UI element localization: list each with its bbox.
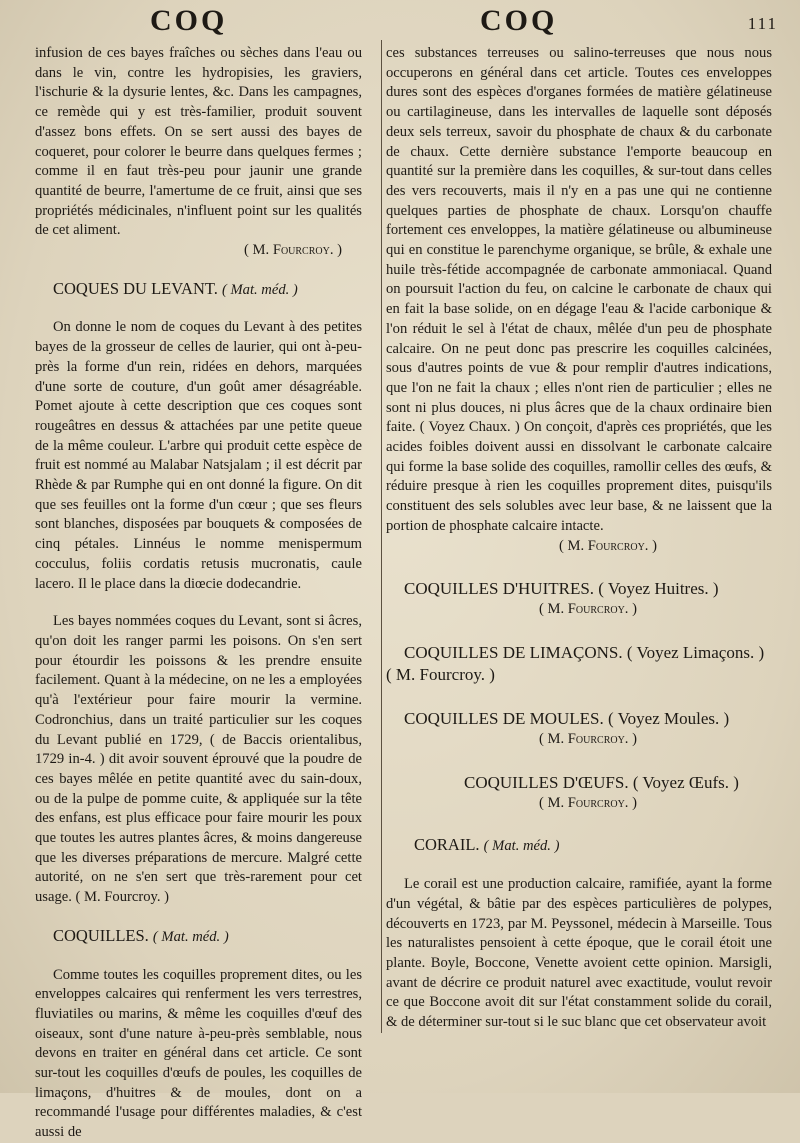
paragraph: Les bayes nommées coques du Levant, sont si âcres, qu'on doit les ranger parmi les poisons. On s'en sert pour étourdir les poissons & les prendre ensuite facilement. Quant à la médecine, on ne les a employées qu'à l'extérieur pour faire mourir la vermine. Codronchius, dans un traité particulier sur les coques du Levant publié en 1729, ( de Baccis orientalibus, 1729 in-4. ) dit avoir souvent éprouvé que la poudre de ces bayes mêlée en petite quantité avec du sain-doux, ou de la pulpe de pomme cuite, & appliquée sur la tête des enfans, est plus efficace pour faire mourir les poux que toutes les autres plantes âcres, & moins dangereuse que les diverses préparations de mercure. Malgré cette autorité, on ne s'en sert que très-rarement pour cet usage. ( M. Fourcroy. ) bbox=[35, 613, 362, 906]
running-head-right: COQ bbox=[480, 4, 558, 37]
entry-heading: COQUILLES D'HUITRES. ( Voyez Huitres. ) bbox=[404, 579, 719, 599]
entry-category: ( Mat. méd. ) bbox=[483, 838, 560, 855]
right-column bbox=[386, 44, 772, 1033]
paragraph: infusion de ces bayes fraîches ou sèches dans l'eau ou dans le vin, contre les hydropisies, les graviers, l'ischurie & la dysurie lentes, &c. Dans les campagnes, ce remède qui y est très-familier, produit souvent d'assez bons effets. On se sert aussi des bayes de coqueret, pour colorer le beurre dans quelques fermes ; comme il en faut très-peu pour jaunir une grande quantité de beurre, l'amertume de ce fruit, ainsi que ses propriétés médicinales, n'influent point sur les qualités de cet aliment. bbox=[35, 45, 362, 239]
column-divider bbox=[381, 40, 382, 1033]
author-signature: ( M. Fourcroy. ) bbox=[559, 537, 657, 554]
running-head-left: COQ bbox=[150, 4, 228, 37]
page-number: 111 bbox=[747, 14, 778, 33]
entry-heading: COQUILLES D'ŒUFS. ( Voyez Œufs. ) bbox=[464, 772, 739, 792]
entry-heading bbox=[386, 835, 772, 857]
paragraph: Comme toutes les coquilles proprement dites, ou les enveloppes calcaires qui renferment les vers terrestres, fluviatiles ou marins, & même les coquilles d'œuf des oiseaux, sont d'une nature à-peu-près semblable, nous devons en traiter en général dans cet article. Ce sont sur-tout les coquilles d'œufs de poules, les coquilles de limaçons, d'huitres & de moules, dont on a recommandé l'usage pour différentes maladies, & c'est aussi de bbox=[35, 966, 362, 1141]
paragraph: On donne le nom de coques du Levant à des petites bayes de la grosseur de celles de laurier, qui ont à-peu-près la forme d'un rein, ridées en dehors, marquées d'une sorte de couture, d'un goût amer désagréable. Pomet ajoute à cette description que ces coques sont rougeâtres en dessus & attachées par une petite queue de la même couleur. L'arbre qui produit cette espèce de fruit est nommé au Malabar Natsjalam ; il est décrit par Rhède & par Rumphe qui en ont donné la figure. On dit que ses feuilles ont la forme d'un cœur ; que ses fleurs sont blanches, disposées par bouquets & composées de cinq pétales. Linnéus le nomme menispermum cocculus, foliis cordatis retusis mucronatis, caule lacero. Il le place dans la diœcie dodecandrie. bbox=[35, 319, 362, 592]
left-column bbox=[35, 44, 362, 1143]
entry-heading bbox=[35, 926, 362, 948]
author-signature: ( M. Fourcroy. ) bbox=[539, 730, 637, 747]
paragraph: ces substances terreuses ou salino-terreuses que nous nous occuperons en général dans cet article. Toutes ces enveloppes dures sont des espèces d'organes formées de matière gélatineuse ou cartilagineuse, dans les intervalles de laquelle sont déposés deux sels terreux, savoir du phosphate de chaux & du carbonate de chaux. Cette dernière substance l'emporte beaucoup en quantité sur la première dans les coquilles, & sur-tout dans celles des vers recouverts, mais il n'y en a pas une qui ne contienne quelques parties de phosphate de chaux. Lorsqu'on chauffe fortement ces enveloppes, la matière gélatineuse ou albumineuse qui en constitue le parenchyme organique, se brûle, & exhale une huile très-fétide accompagnée de carbonate ammoniacal. Quand on poursuit l'action du feu, on calcine le carbonate de chaux qui en fait la base solide, on en dégage l'eau & l'acide carbonique & l'on réduit le sel à l'état de chaux, mêlée d'un peu de phosphate calcaire. On ne peut donc pas prescrire les coquilles calcinées, sous d'autres points de vue & pour remplir d'autres indications, que l'on ne fait la chaux ; elles n'ont rien de particulier ; elles ne sont ni plus douces, ni plus âcres que de la chaux ordinaire bien faite. ( Voyez Chaux. ) On conçoit, d'après ces propriétés, que les acides foibles doivent aussi en dissolvant le carbonate calcaire qui forme la base solide des coquilles, ramollir celles des œufs, & réduire presque à rien les coquilles proprement dites, puisqu'ils constituent des sels solubles avec leur base, & ne laissent que la portion de phosphate calcaire intacte. bbox=[386, 45, 772, 534]
entry-title: CORAIL. bbox=[414, 835, 480, 855]
entry-title: COQUILLES. bbox=[53, 925, 149, 945]
entry-heading: COQUILLES DE LIMAÇONS. ( Voyez Limaçons. ) ( M. Fourcroy. ) bbox=[386, 642, 765, 684]
author-signature: ( M. Fourcroy. ) bbox=[539, 794, 637, 811]
entry-category: ( Mat. méd. ) bbox=[152, 928, 229, 945]
author-signature: ( M. Fourcroy. ) bbox=[244, 242, 342, 259]
entry-title: COQUES DU LEVANT. bbox=[53, 278, 218, 298]
author-signature: ( M. Fourcroy. ) bbox=[539, 601, 637, 618]
entry-category: ( Mat. méd. ) bbox=[221, 281, 298, 298]
entry-heading: COQUILLES DE MOULES. ( Voyez Moules. ) bbox=[404, 708, 730, 728]
paragraph: Le corail est une production calcaire, ramifiée, ayant la forme d'un végétal, & bâtie par des espèces particulières de polypes, découverts en 1723, par M. Peyssonel, médecin à Marseille. Tous les naturalistes pensoient à cette époque, que le corail étoit une plante. Boyle, Boccone, Venette avoient cette opinion. Marsigli, avant de décrire ce produit naturel avec exactitude, voulut revoir ce que Boccone avoit dit sur l'état constamment solide du corail, & de déterminer sur-tout si le suc blanc que cet observateur avoit bbox=[386, 876, 772, 1031]
entry-heading bbox=[35, 279, 362, 301]
